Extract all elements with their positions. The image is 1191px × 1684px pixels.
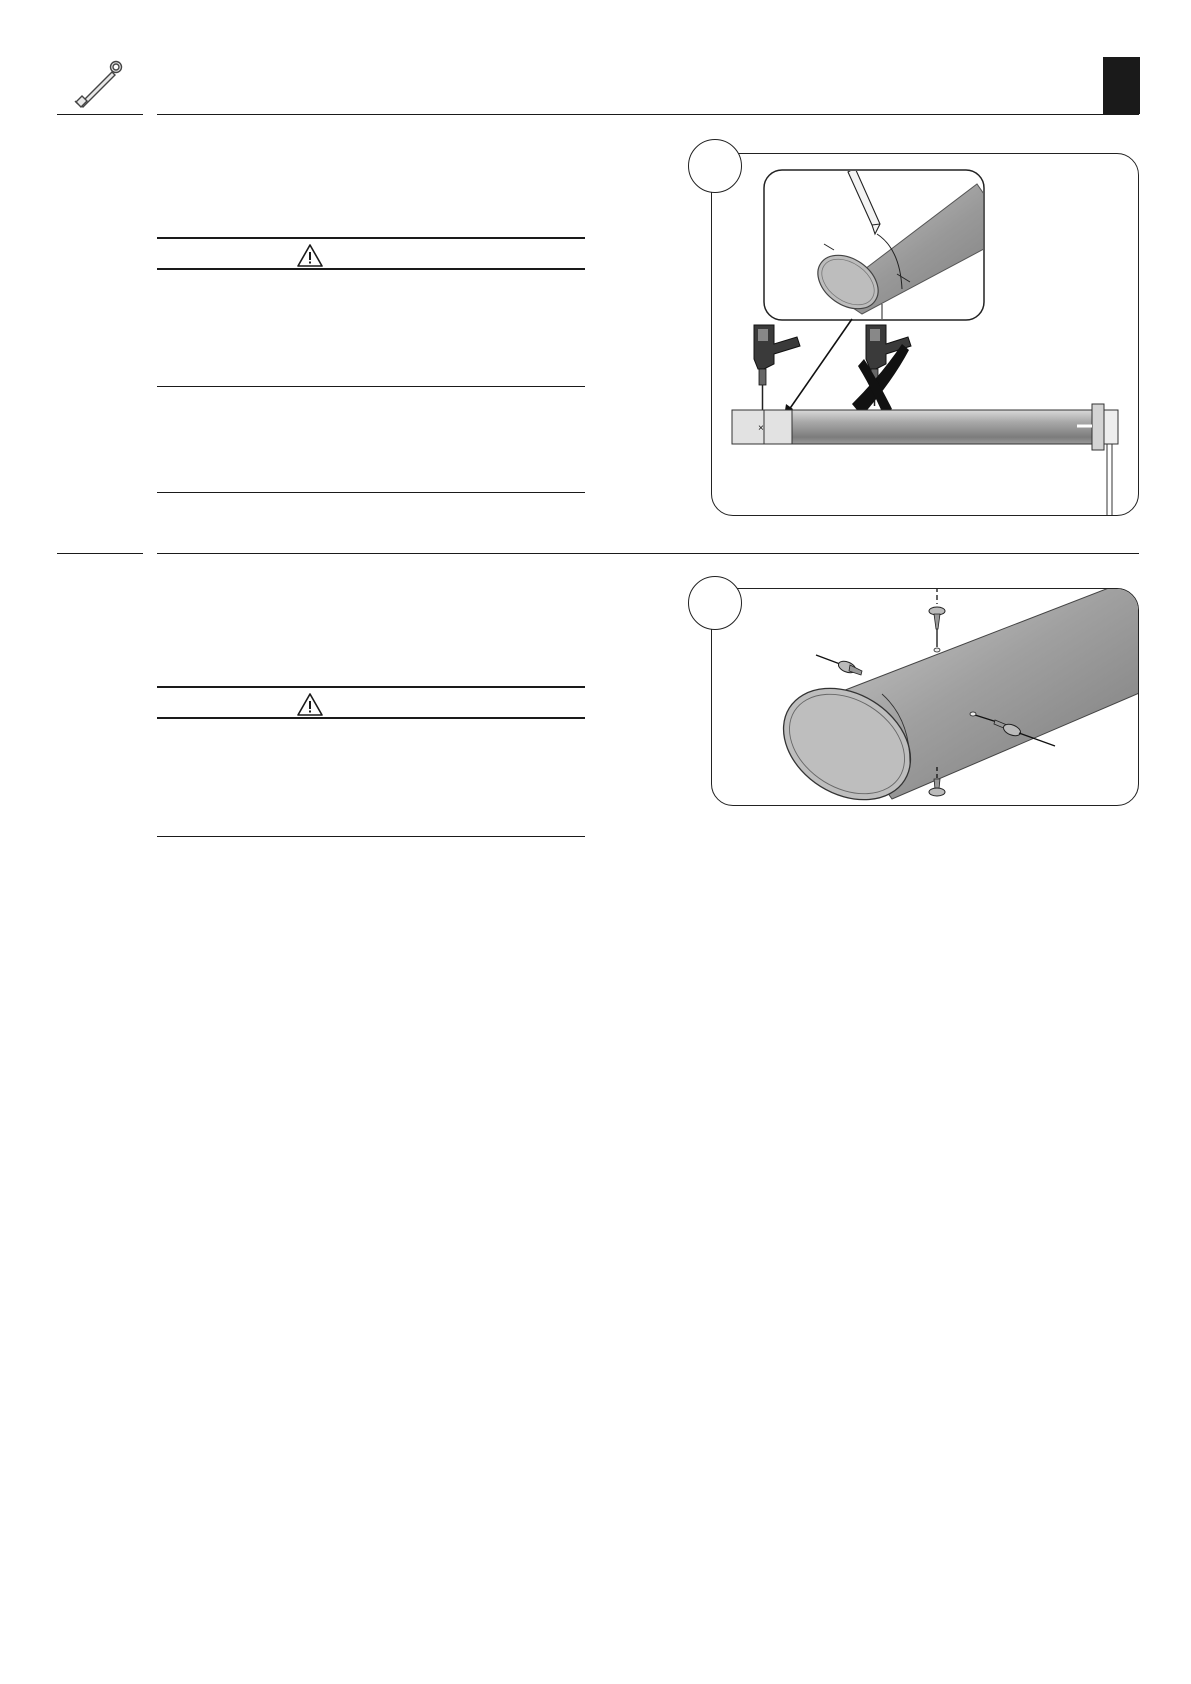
header-left-rule — [57, 114, 143, 115]
drill-crossed-icon — [852, 325, 911, 416]
step-circle — [688, 576, 742, 630]
warning-bottom-rule — [157, 717, 585, 719]
warning-bottom-rule — [157, 268, 585, 270]
tube-with-screws-icon — [712, 589, 1138, 805]
page-tab-marker — [1103, 57, 1140, 114]
svg-text:×: × — [758, 423, 764, 434]
wrench-icon — [72, 58, 124, 110]
section-left-rule — [57, 553, 143, 554]
warning-triangle-icon — [296, 243, 324, 268]
roller-tube-with-motor-icon — [732, 404, 1118, 515]
header-rule — [157, 114, 1139, 115]
section-rule — [157, 553, 1139, 554]
note-end-rule — [157, 836, 585, 837]
step-circle — [688, 139, 742, 193]
figure-2-panel — [711, 588, 1139, 806]
warning-top-rule — [157, 237, 585, 239]
drill-icon — [754, 325, 800, 416]
warning-triangle-icon — [296, 692, 324, 717]
note-divider — [157, 386, 585, 387]
pencil-marking-tube-icon — [764, 168, 1012, 320]
figure-1-panel — [711, 153, 1139, 516]
note-end-rule — [157, 492, 585, 493]
warning-top-rule — [157, 686, 585, 688]
